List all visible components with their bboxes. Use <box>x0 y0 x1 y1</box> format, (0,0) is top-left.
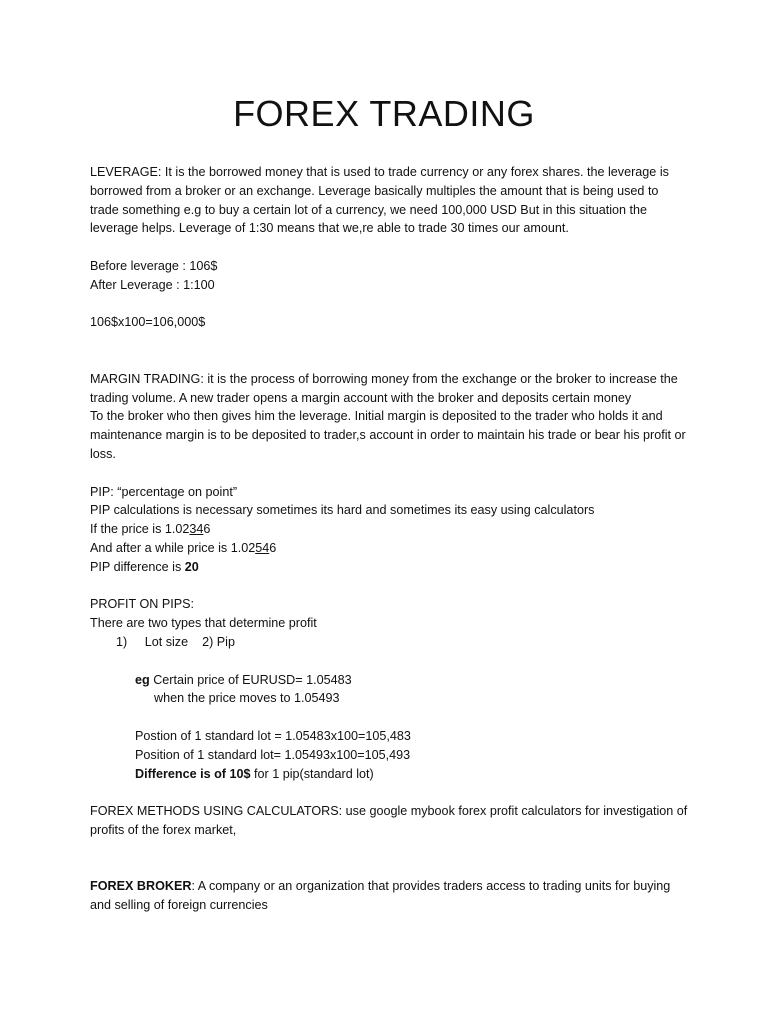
margin-paragraph-2: To the broker who then gives him the leverage. Initial margin is deposited to the trader who holds it and maintenance margin is to be deposited to trader,s account in order to maintain his trade or bear his profit or loss. <box>90 409 686 461</box>
leverage-label: LEVERAGE: <box>90 165 162 179</box>
pip-difference <box>90 558 690 577</box>
position-1: Postion of 1 standard lot = 1.05483x100=105,483 <box>135 728 411 743</box>
leverage-calc: 106$x100=106,000$ <box>90 315 206 330</box>
eg-text: Certain price of EURUSD= 1.05483 <box>149 672 352 687</box>
pip-price-1-prefix: If the price is 1.02 <box>90 522 190 537</box>
leverage-text: It is the borrowed money that is used to trade currency or any forex shares. the leverage is borrowed from a broker or an exchange. Leverage basically multiples the amount that is being used to trade something e.g to buy a certain lot of a currency, we need 100,000 USD But in this situation the leverage helps. Leverage of 1:30 means that we,re able to trade 30 times our amount. <box>90 165 669 236</box>
pip-price-1 <box>90 520 690 539</box>
broker-text: : A company or an organization that provides traders access to trading units for buying and selling of foreign currencies <box>90 879 671 913</box>
broker-paragraph <box>90 877 690 915</box>
pip-price-2-underlined: 54 <box>255 540 270 555</box>
pip-definition: PIP: “percentage on point” <box>90 484 238 499</box>
after-leverage: After Leverage : 1:100 <box>90 277 215 292</box>
eg-move: when the price moves to 1.05493 <box>154 691 340 706</box>
leverage-paragraph <box>90 163 690 238</box>
pip-calc-line: PIP calculations is necessary sometimes its hard and sometimes its easy using calculators <box>90 503 595 518</box>
document-body <box>90 163 690 915</box>
before-leverage: Before leverage : 106$ <box>90 258 218 273</box>
methods-paragraph: FOREX METHODS USING CALCULATORS: use google mybook forex profit calculators for investigation of profits of the forex market, <box>90 804 688 837</box>
position-2: Position of 1 standard lot= 1.05493x100=105,493 <box>135 747 411 762</box>
broker-label: FOREX BROKER <box>90 879 192 894</box>
profit-list-item: 1) Lot size 2) Pip <box>116 634 235 649</box>
difference-line <box>90 765 690 784</box>
difference-rest: for 1 pip(standard lot) <box>250 766 374 781</box>
margin-paragraph-1: MARGIN TRADING: it is the process of borrowing money from the exchange or the broker to increase the trading volume. A new trader opens a margin account with the broker and deposits certain money <box>90 371 678 405</box>
page-title: FOREX TRADING <box>233 93 535 134</box>
eg-label: eg <box>135 672 150 687</box>
profit-types: There are two types that determine profit <box>90 616 317 631</box>
profit-heading: PROFIT ON PIPS: <box>90 597 195 612</box>
pip-price-2-suffix: 6 <box>269 540 277 555</box>
pip-price-2-prefix: And after a while price is 1.02 <box>90 540 256 555</box>
pip-difference-label: PIP difference is <box>90 559 185 574</box>
eg-line <box>90 671 690 690</box>
pip-price-1-underlined: 34 <box>189 522 204 537</box>
pip-price-2 <box>90 539 690 558</box>
pip-price-1-suffix: 6 <box>203 522 211 537</box>
difference-bold: Difference is of 10$ <box>135 766 251 781</box>
pip-difference-value: 20 <box>184 559 199 574</box>
